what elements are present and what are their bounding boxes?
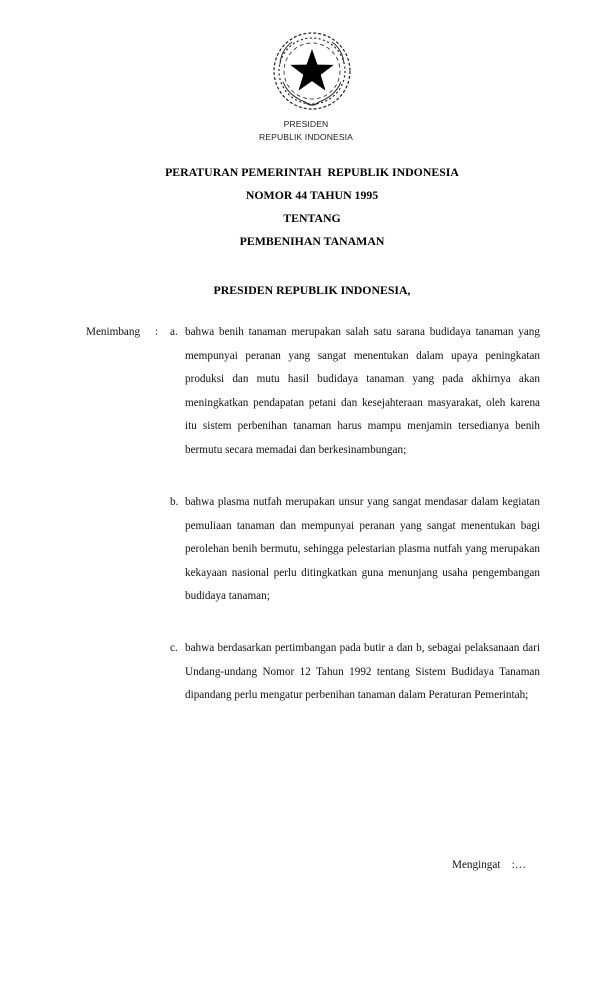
item-marker: a. [170, 326, 178, 338]
item-text: bahwa plasma nutfah merupakan unsur yang sangat mendasar dalam kegiatan pemuliaan tanaman dan mempunyai peranan yang sangat menentukan bagi perolehan benih bermutu, sehingga pelestarian plasma nutfah yang merupakan kekayaan nasional perlu ditingkatkan guna menunjang usaha pengembangan budidaya tanaman; [185, 496, 540, 603]
regulation-number: NOMOR 44 TAHUN 1995 [245, 188, 379, 202]
considering-item-c [170, 637, 540, 708]
considering-colon: : [155, 326, 159, 338]
considering-item-b [170, 491, 540, 609]
emblem-caption-republik: REPUBLIK INDONESIA [259, 132, 353, 142]
regulation-about: TENTANG [283, 211, 341, 225]
considering-label: Menimbang [86, 326, 141, 338]
item-text: bahwa benih tanaman merupakan salah satu sarana budidaya tanaman yang mempunyai peranan yang sangat menentukan dalam upaya peningkatan produksi dan mutu hasil budidaya tanaman yang pada akhirnya akan meningkatkan pendapatan petani dan kesejahteraan masyarakat, oleh karena itu sistem perbenihan tanaman harus mampu menjamin tersedianya benih bermutu secara memadai dan berkesinambungan; [185, 326, 540, 456]
considering-item-a [170, 321, 540, 463]
continuation-marker: Mengingat :… [452, 859, 526, 871]
emblem-caption-presiden: PRESIDEN [283, 119, 329, 129]
regulation-subject: PEMBENIHAN TANAMAN [239, 234, 385, 248]
item-text: bahwa berdasarkan pertimbangan pada butir a dan b, sebagai pelaksanaan dari Undang-undang Nomor 12 Tahun 1992 tentang Sistem Budidaya Tanaman dipandang perlu mengatur perbenihan tanaman dalam Peraturan Pemerintah; [185, 642, 540, 702]
item-marker: c. [170, 642, 178, 654]
issuer-heading: PRESIDEN REPUBLIK INDONESIA, [213, 283, 411, 297]
presidential-star-emblem-icon [271, 30, 353, 112]
item-marker: b. [170, 496, 179, 508]
regulation-title: PERATURAN PEMERINTAH REPUBLIK INDONESIA [165, 165, 459, 179]
